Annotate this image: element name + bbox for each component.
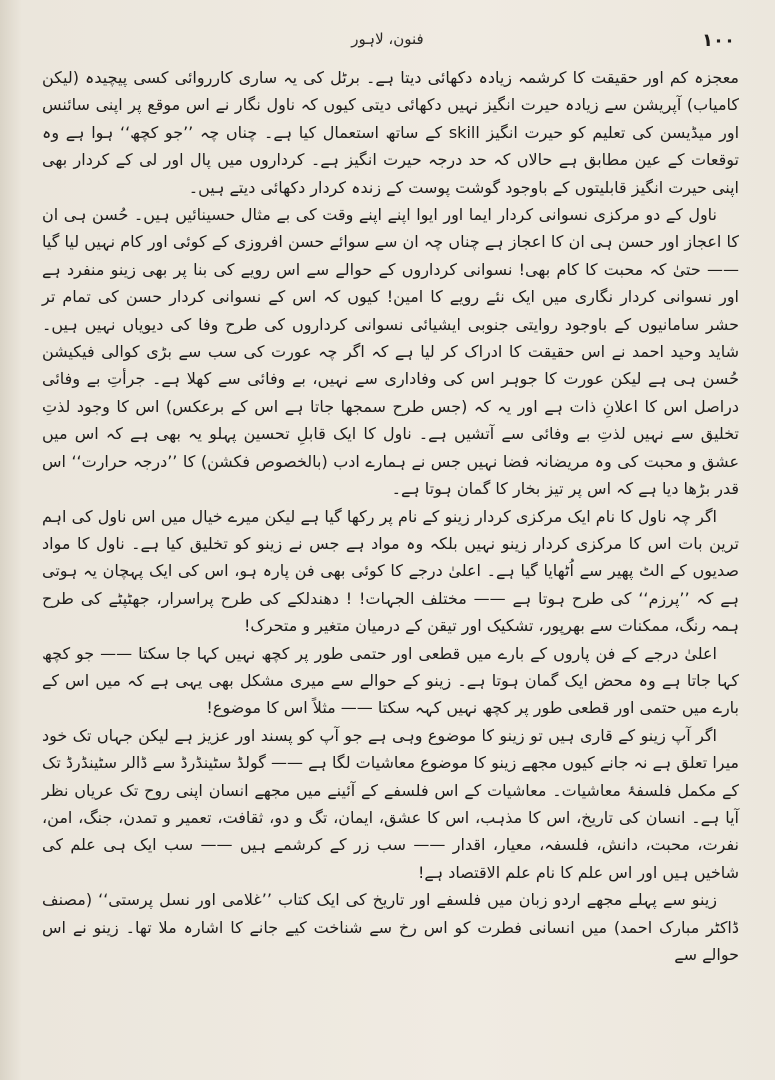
- paragraph: اگر چہ ناول کا نام ایک مرکزی کردار زینو کے نام پر رکھا گیا ہے لیکن میرے خیال میں اس ناول کی اہم ترین بات اس کا مرکزی کردار زینو نہیں بلکہ وہ مواد ہے جس نے زینو کو تخلیق کیا ہے۔ ناول کا مواد صدیوں کے الٹ پھیر سے اُٹھایا گیا ہے۔ اعلیٰ درجے کا کوئی بھی فن پارہ ہو، اس کی ایک پہچان یہ ہوتی ہے کہ ’’پرزم‘‘ کی طرح ہوتا ہے —— مختلف الجہات! ! دھندلکے کی طرح پراسرار، جھٹپٹے کی طرح ہمہ رنگ، ممکنات سے بھرپور، تشکیک اور تیقن کے درمیان متغیر و متحرک!: [42, 506, 739, 636]
- page-number: ۱۰۰: [702, 30, 735, 51]
- paragraph: اعلیٰ درجے کے فن پاروں کے بارے میں قطعی اور حتمی طور پر کچھ نہیں کہا جا سکتا —— جو کچھ کہا جاتا ہے وہ محض ایک گمان ہوتا ہے۔ زینو کے حوالے سے میری مشکل بھی یہی ہے کہ میں اس کے بارے میں حتمی اور قطعی طور پر کچھ نہیں کہہ سکتا —— مثلاً اس کا موضوع!: [42, 643, 739, 718]
- body-text: [42, 64, 739, 1040]
- page-header: [40, 28, 735, 56]
- running-title: فنون، لاہور: [351, 30, 424, 48]
- paragraph: معجزہ کم اور حقیقت کا کرشمہ زیادہ دکھائی دیتا ہے۔ برٹل کی یہ ساری کارروائی کسی پیچیدہ (لیکن کامیاب) آپریشن سے زیادہ حیرت انگیز نہیں دکھائی دیتی کیوں کہ ناول نگار نے اس موقع پر اپنی سائنس اور میڈیسن کی تعلیم کو حیرت انگیز skill کے ساتھ استعمال کیا ہے۔ چناں چہ ’’جو کچھ‘‘ ہوا ہے وہ توقعات کے عین مطابق ہے حالاں کہ حد درجہ حیرت انگیز ہے۔ کرداروں میں پال اور لی کے کردار بھی اپنی حیرت انگیز قابلیتوں کے باوجود گوشت پوست کے زندہ کردار دکھائی دیتے ہیں۔: [42, 68, 740, 197]
- paragraph: زینو سے پہلے مجھے اردو زبان میں فلسفے اور تاریخ کی ایک کتاب ’’غلامی اور نسل پرستی‘‘ (مصنف ڈاکٹر مبارک احمد) میں انسانی فطرت کو اس رخ سے شناخت کیے جانے کا اشارہ ملا تھا۔ زینو نے اس حوالے سے: [42, 890, 739, 964]
- paragraph: ناول کے دو مرکزی نسوانی کردار ایما اور ایوا اپنے اپنے وقت کی بے مثال حسینائیں ہیں۔ حُسن ہی ان کا اعجاز اور حسن ہی ان کا اعجاز ہے چناں چہ ان سے سوائے حسن افروزی کے کوئی اور کام نہیں لیا گیا —— حتیٰ کہ محبت کا کام بھی! نسوانی کرداروں کے حوالے سے اس رویے کی بنا پر بھی زینو منفرد ہے اور نسوانی کردار نگاری میں ایک نئے رویے کا امین! کیوں کہ اس کے نسوانی کردار حسن کی تمام تر حشر سامانیوں کے باوجود روایتی جنوبی ایشیائی نسوانی کرداروں کی طرح وفا کی دیویاں نہیں ہیں۔ شاید وحید احمد نے اس حقیقت کا ادراک کر لیا ہے کہ اگر چہ عورت کی سب سے بڑی کوالی فیکیشن حُسن ہی ہے لیکن عورت کا جوہر اس کی وفاداری سے نہیں، بے وفائی سے کھلا ہے۔ جرأتِ بے وفائی دراصل اس کا اعلانِ ذات ہے اور یہ کہ (جس طرح سمجھا جاتا ہے اس کے برعکس) اس کا وجود لذتِ تخلیق سے نہیں لذتِ بے وفائی سے آتشیں ہے۔ ناول کا ایک قابلِ تحسین پہلو یہ بھی ہے کہ اس میں عشق و محبت کی وہ مریضانہ فضا نہیں جس نے ہمارے ادب (بالخصوص فکشن) کا ’’درجہ حرارت‘‘ اس قدر بڑھا دیا ہے کہ اس پر تیز بخار کا گمان ہوتا ہے۔: [42, 205, 740, 499]
- paragraph: اگر آپ زینو کے قاری ہیں تو زینو کا موضوع وہی ہے جو آپ کو پسند اور عزیز ہے لیکن جہاں تک خود میرا تعلق ہے نہ جانے کیوں مجھے زینو کا موضوع معاشیات لگا ہے —— گولڈ سٹینڈرڈ سے ڈالر سٹینڈرڈ تک کے مکمل فلسفۂ معاشیات۔ معاشیات کے اس فلسفے کے آئینے میں مجھے انسان اپنی روح تک عریاں نظر آیا ہے۔ انسان کی تاریخ، اس کا مذہب، اس کا عشق، ایمان، تگ و دو، ثقافت، تعمیر و تمدن، جنگ، امن، نفرت، محبت، دانش، فلسفہ، معیار، اقدار —— سب زر کے کرشمے ہیں —— سب ایک ہی علم کی شاخیں ہیں اور اس علم کا نام علم الاقتصاد ہے!: [42, 725, 739, 882]
